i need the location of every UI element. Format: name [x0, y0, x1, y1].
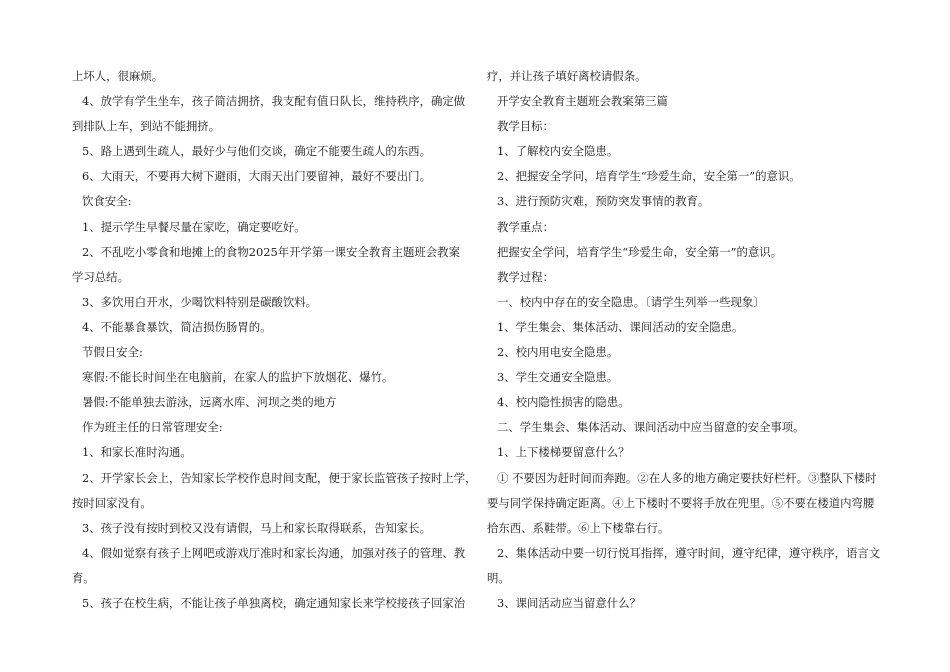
text-line: 开学安全教育主题班会教案第三篇	[497, 94, 668, 109]
text-line: 1、上下楼梯要留意什么？	[497, 445, 630, 460]
text-line: 教学目标：	[497, 119, 554, 134]
text-line: 1、学生集会、集体活动、课间活动的安全隐患。	[497, 319, 744, 334]
text-line: 4、放学有学生坐车，孩子简洁拥挤，我支配有值日队长，维持秩序，确定做	[82, 94, 466, 109]
left-column	[72, 64, 477, 616]
text-line: 4、不能暴食暴饮，简洁损伤肠胃的。	[82, 319, 272, 334]
text-line: 3、学生交通安全隐患。	[497, 370, 619, 385]
text-line: 3、多饮用白开水，少喝饮料特别是碳酸饮料。	[82, 294, 318, 309]
right-column	[487, 64, 879, 616]
text-line: 暑假:不能单独去游泳，远离水库、河坝之类的地方	[82, 395, 337, 410]
text-line: 育。	[72, 570, 95, 585]
text-line: 明。	[487, 570, 510, 585]
text-line: 疗，并让孩子填好离校请假条。	[487, 69, 647, 83]
text-line: 把握安全学问，培育学生“珍爱生命，安全第一”的意识。	[497, 244, 783, 259]
text-line: 节假日安全:	[82, 345, 143, 360]
text-line: 1、和家长准时沟通。	[82, 445, 192, 460]
text-line: 寒假:不能长时间坐在电脑前，在家人的监护下放烟花、爆竹。	[82, 370, 394, 385]
text-line: 3、课间活动应当留意什么？	[497, 595, 641, 610]
text-line: 一、校内中存在的安全隐患。〔请学生列举一些现象〕	[497, 294, 765, 309]
text-line: 2、集体活动中要一切行悦耳指挥，遵守时间，遵守纪律，遵守秩序，语言文	[497, 545, 881, 560]
text-line: 3、孩子没有按时到校又没有请假，马上和家长取得联系，告知家长。	[82, 520, 431, 535]
text-line: 4、校内隐性损害的隐患。	[497, 395, 630, 410]
text-line: 1、了解校内安全隐患。	[497, 144, 619, 159]
text-line: ① 不要因为赶时间而奔跑。②在人多的地方确定要扶好栏杆。③整队下楼时	[497, 470, 877, 485]
text-line: 教学重点：	[497, 219, 554, 234]
text-line: 1、提示学生早餐尽量在家吃，确定要吃好。	[82, 219, 306, 234]
text-line: 2、校内用电安全隐患。	[497, 345, 619, 360]
text-line: 2、不乱吃小零食和地摊上的食物2025年开学第一课安全教育主题班会教案	[82, 244, 460, 259]
text-line: 学习总结。	[72, 269, 129, 284]
text-line: 拾东西、系鞋带。⑥上下楼靠右行。	[487, 520, 670, 535]
text-line: 作为班主任的日常管理安全:	[82, 420, 223, 435]
text-line: 二、学生集会、集体活动、课间活动中应当留意的安全事项。	[497, 420, 805, 435]
text-line: 5、路上遇到生疏人，最好少与他们交谈，确定不能要生疏人的东西。	[82, 144, 431, 159]
text-line: 3、进行预防灾难，预防突发事情的教育。	[497, 194, 710, 209]
text-line: 4、假如觉察有孩子上网吧或游戏厅准时和家长沟通，加强对孩子的管理、教	[82, 545, 466, 560]
text-line: 要与同学保持确定距离。④上下楼时不要将手放在兜里。⑤不要在楼道内弯腰	[487, 495, 875, 510]
text-line: 上坏人，很麻烦。	[72, 69, 164, 83]
text-line: 饮食安全:	[82, 194, 132, 209]
text-line: 2、把握安全学问，培育学生“珍爱生命，安全第一”的意识。	[497, 169, 801, 184]
text-line: 到排队上车，到站不能拥挤。	[72, 119, 221, 134]
text-line: 6、大雨天，不要再大树下避雨，大雨天出门要留神，最好不要出门。	[82, 169, 431, 184]
text-line: 按时回家没有。	[72, 495, 152, 510]
text-line: 2、开学家长会上，告知家长学校作息时间支配，便于家长监管孩子按时上学，	[82, 470, 477, 485]
text-line: 5、孩子在校生病，不能让孩子单独离校，确定通知家长来学校接孩子回家治	[82, 595, 466, 610]
text-line: 教学过程：	[497, 269, 554, 284]
